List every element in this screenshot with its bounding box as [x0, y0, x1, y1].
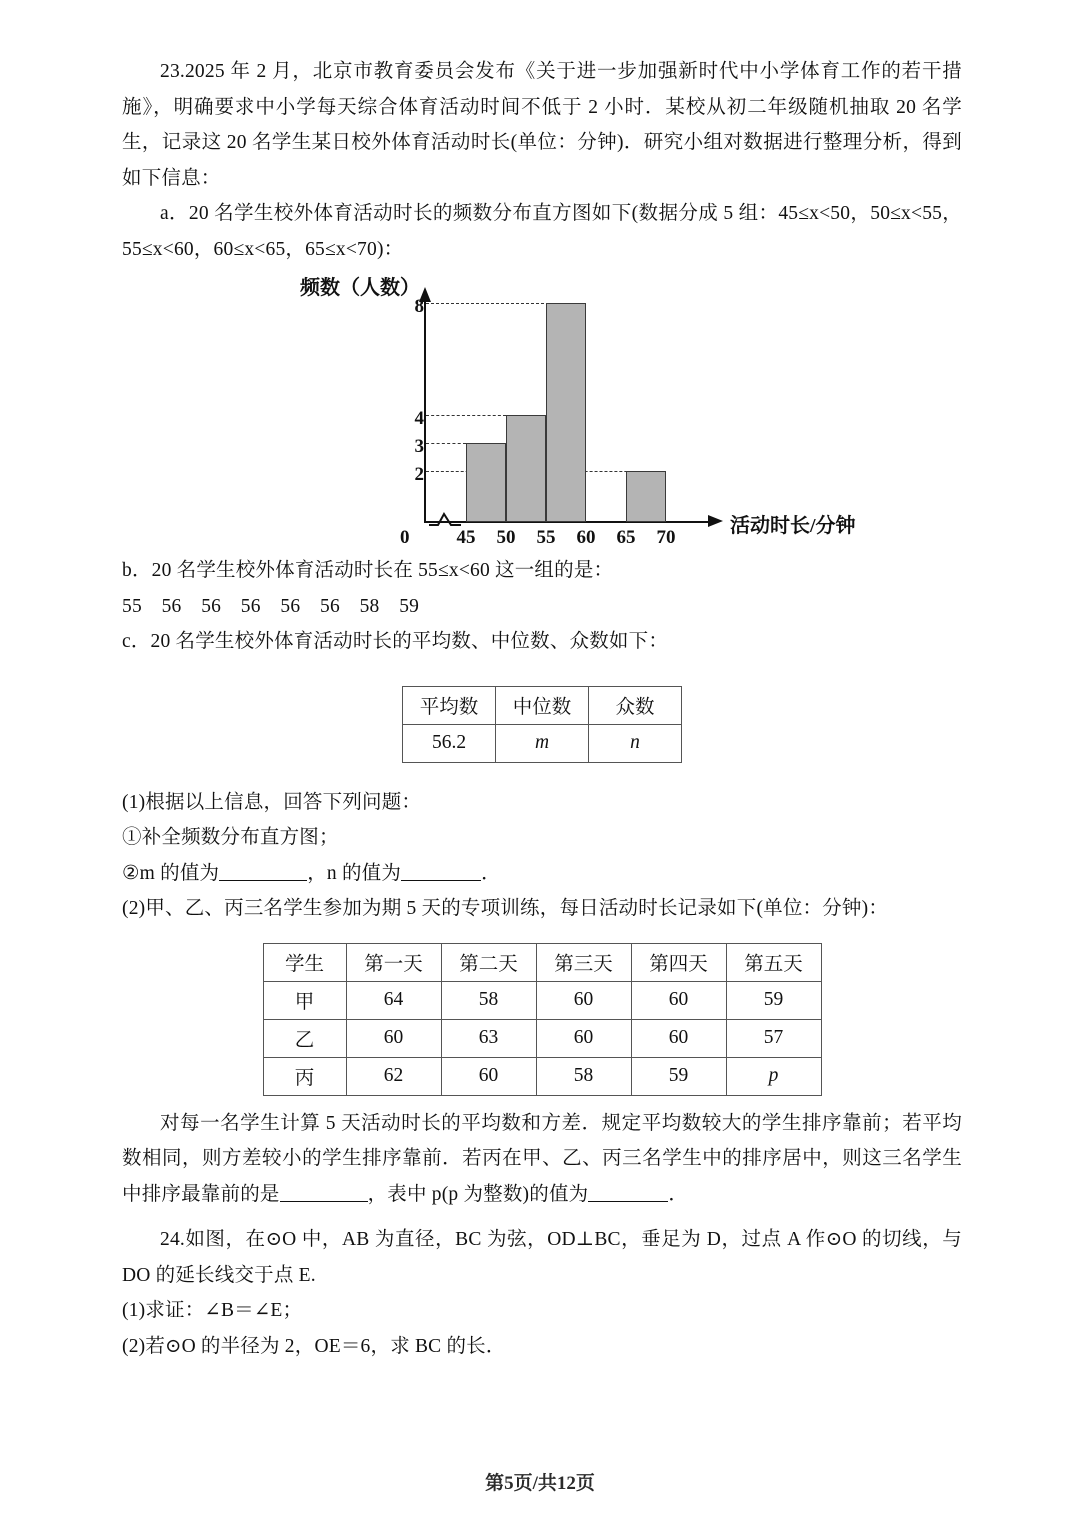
students-row2-col5: p — [726, 1057, 821, 1095]
answer-blank-fastest-student[interactable] — [280, 1184, 368, 1202]
table-row — [403, 686, 682, 724]
y-tick-label-3: 3 — [414, 436, 424, 457]
students-header-3: 第三天 — [536, 943, 631, 981]
students-row0-col0: 甲 — [263, 981, 346, 1019]
students-row1-col3: 60 — [536, 1019, 631, 1057]
problem-23-stem: 23.2025 年 2 月，北京市教育委员会发布《关于进一步加强新时代中小学体育工作的若干措施》，明确要求中小学每天综合体育活动时间不低于 2 小时．某校从初二年级随机抽取 20 名学生，记录这 20 名学生某日校外体育活动时长(单位：分钟)．研究小组对数据进行整理分析，得到如下信息： — [122, 61, 962, 189]
students-header-5: 第五天 — [726, 943, 821, 981]
students-row0-col2: 58 — [441, 981, 536, 1019]
problem-23-q1-sub1: ①补全频数分布直方图； — [122, 827, 339, 848]
students-table-container — [122, 943, 962, 1096]
bar-50-55 — [506, 415, 546, 522]
students-row2-col1: 62 — [346, 1057, 441, 1095]
q2-text-2: ，表中 p(p 为整数)的值为 — [367, 1183, 589, 1205]
y-tick-label-8: 8 — [414, 296, 424, 317]
students-row1-col2: 63 — [441, 1019, 536, 1057]
stats-header-median: 中位数 — [496, 686, 589, 724]
y-tick-label-2: 2 — [414, 464, 424, 485]
q1-sub2-text-2: ，n 的值为 — [307, 862, 402, 884]
students-row0-col1: 64 — [346, 981, 441, 1019]
table-row — [263, 1019, 821, 1057]
problem-24-q2: (2)若⊙O 的半径为 2，OE＝6，求 BC 的长． — [122, 1335, 506, 1357]
students-row0-col4: 60 — [631, 981, 726, 1019]
students-row1-col5: 57 — [726, 1019, 821, 1057]
stats-value-mean: 56.2 — [403, 724, 496, 762]
problem-23-q1-sub2 — [122, 856, 962, 892]
page-footer: 第5页/共12页 — [485, 1473, 595, 1494]
students-row2-col3: 58 — [536, 1057, 631, 1095]
problem-23-item-b: b．20 名学生校外体育活动时长在 55≤x<60 这一组的是： — [122, 560, 614, 581]
histogram-x-axis-title: 活动时长/分钟 — [730, 515, 856, 537]
answer-blank-p[interactable] — [588, 1184, 668, 1202]
problem-23-q2-text — [122, 1106, 962, 1213]
gridline-3 — [426, 443, 466, 444]
x-tick-label-45: 45 — [456, 527, 476, 548]
bar-45-50 — [466, 443, 506, 522]
stats-table-container — [122, 686, 962, 763]
students-table — [263, 943, 822, 1096]
bar-55-60 — [546, 303, 586, 522]
problem-24-q1: (1)求证：∠B＝∠E； — [122, 1300, 303, 1321]
problem-23-q1: (1)根据以上信息，回答下列问题： — [122, 791, 422, 813]
q1-sub2-text-1: ②m 的值为 — [122, 862, 220, 884]
problem-23-item-b-values: 55 56 56 56 56 56 58 59 — [122, 595, 420, 617]
problem-23-q2: (2)甲、乙、丙三名学生参加为期 5 天的专项训练，每日活动时长记录如下(单位：分钟)： — [122, 898, 889, 919]
histogram-y-axis-line — [424, 299, 426, 523]
students-header-0: 学生 — [263, 943, 346, 981]
q1-sub2-text-3: ． — [481, 862, 501, 884]
x-tick-label-50: 50 — [496, 527, 516, 548]
students-header-4: 第四天 — [631, 943, 726, 981]
answer-blank-n[interactable] — [401, 863, 481, 881]
problem-24-stem: 24.如图，在⊙O 中，AB 为直径，BC 为弦，OD⊥BC，垂足为 D，过点 A 作⊙O 的切线，与 DO 的延长线交于点 E. — [122, 1229, 962, 1286]
x-tick-label-55: 55 — [536, 527, 556, 548]
problem-23-item-a: a．20 名学生校外体育活动时长的频数分布直方图如下(数据分成 5 组：45≤x<50，50≤x<55，55≤x<60，60≤x<65，65≤x<70)： — [122, 203, 962, 260]
page-content-column — [122, 54, 962, 1364]
table-row — [263, 981, 821, 1019]
gridline-4 — [426, 415, 506, 416]
frequency-histogram — [122, 271, 962, 553]
students-row0-col5: 59 — [726, 981, 821, 1019]
stats-value-median: m — [496, 724, 589, 762]
x-axis-origin-label: 0 — [400, 527, 410, 548]
problem-23-item-c: c．20 名学生校外体育活动时长的平均数、中位数、众数如下： — [122, 631, 669, 652]
students-row2-col2: 60 — [441, 1057, 536, 1095]
y-tick-label-4: 4 — [414, 408, 424, 429]
histogram-plot-area — [300, 271, 856, 553]
axis-break-icon — [428, 511, 462, 527]
stats-value-mode: n — [589, 724, 682, 762]
x-tick-label-70: 70 — [656, 527, 676, 548]
q2-text-1: 对每一名学生计算 5 天活动时长的平均数和方差．规定平均数较大的学生排序靠前；若平均数相同，则方差较小的学生排序靠前．若丙在甲、乙、丙三名学生中的排序居中，则这三名学生中排序最靠前的是 — [122, 1112, 962, 1205]
bar-65-70 — [626, 471, 666, 522]
students-header-1: 第一天 — [346, 943, 441, 981]
stats-header-mean: 平均数 — [403, 686, 496, 724]
table-row — [263, 943, 821, 981]
students-row1-col1: 60 — [346, 1019, 441, 1057]
answer-blank-m[interactable] — [219, 863, 307, 881]
students-row1-col4: 60 — [631, 1019, 726, 1057]
x-tick-label-60: 60 — [576, 527, 596, 548]
histogram-x-axis-arrow — [708, 515, 723, 527]
students-row1-col0: 乙 — [263, 1019, 346, 1057]
stats-table — [402, 686, 682, 763]
students-row0-col3: 60 — [536, 981, 631, 1019]
stats-header-mode: 众数 — [589, 686, 682, 724]
students-header-2: 第二天 — [441, 943, 536, 981]
students-row2-col4: 59 — [631, 1057, 726, 1095]
students-row2-col0: 丙 — [263, 1057, 346, 1095]
table-row — [403, 724, 682, 762]
q2-text-3: ． — [668, 1183, 689, 1205]
table-row — [263, 1057, 821, 1095]
histogram-y-axis-title: 频数（人数） — [300, 277, 420, 299]
x-tick-label-65: 65 — [616, 527, 636, 548]
